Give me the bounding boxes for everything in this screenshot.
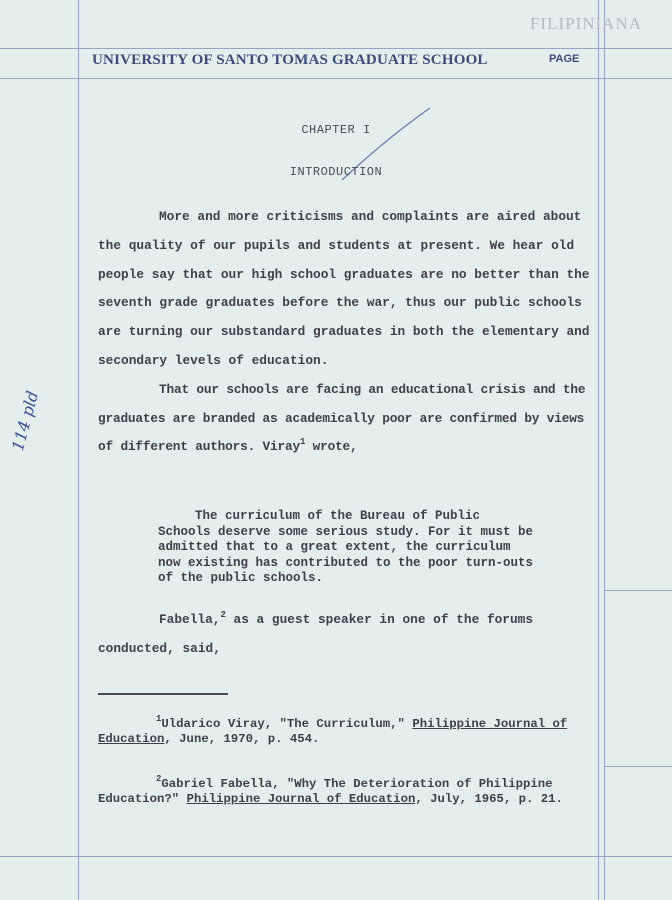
paragraph-2	[98, 376, 590, 462]
footnote-2-rest: , July, 1965, p. 21.	[415, 792, 563, 806]
footnote-ref-1: 1	[299, 437, 306, 448]
header-top-rule	[0, 48, 672, 49]
block-quote	[158, 509, 538, 587]
footnote-1-author: Uldarico Viray, "The Curriculum,"	[161, 717, 413, 731]
paragraph-1: More and more criticisms and complaints are aired about the quality of our pupils and students at present. We hear old people say that our high school graduates are no better than the seventh grade graduates before the war, thus our public schools are turning our substandard graduates in both the elementary and secondary levels of education.	[98, 209, 590, 368]
chapter-title: INTRODUCTION	[289, 165, 383, 179]
footnote-separator	[98, 693, 228, 695]
footnote-1	[98, 714, 588, 747]
footer-rule	[0, 856, 672, 857]
filipiniana-stamp: FILIPINIANA	[529, 14, 642, 33]
right-column-rule	[605, 590, 672, 591]
body-text	[98, 203, 590, 462]
chapter-number: CHAPTER I	[301, 123, 371, 137]
header-title: UNIVERSITY OF SANTO TOMAS GRADUATE SCHOOL	[92, 52, 488, 68]
footnote-2-number: 2	[156, 774, 162, 784]
continuation-paragraph	[98, 605, 590, 663]
continuation-name: Fabella,	[159, 612, 221, 627]
footnote-2-journal: Philippine Journal of Education	[186, 792, 416, 806]
paragraph-2-end: wrote,	[305, 439, 358, 455]
header-page-label: PAGE	[549, 53, 580, 65]
continuation-text: as a guest speaker in one of the forums conducted, said,	[98, 612, 534, 656]
handwritten-margin-note: 114 pld	[8, 388, 43, 453]
footnote-2-author: Gabriel Fabella, "Why The Deterioration of Philippine Education?"	[98, 777, 553, 806]
header-bottom-rule	[0, 78, 672, 79]
footnote-1-journal: Philippine Journal of Education	[98, 717, 568, 746]
footnote-1-rest: , June, 1970, p. 454.	[164, 732, 320, 746]
footnote-1-number: 1	[156, 714, 162, 724]
footnote-2	[98, 774, 588, 807]
right-column-rule-lower	[605, 766, 672, 767]
footnote-ref-2: 2	[220, 610, 226, 620]
paragraph-2-text: That our schools are facing an educational crisis and the graduates are branded as academically poor are confirmed by views of different authors. Viray	[98, 381, 586, 455]
block-quote-text: The curriculum of the Bureau of Public Schools deserve some serious study. For it must be admitted that to a great extent, the curriculum now existing has contributed to the poor turn-outs of the public schools.	[158, 509, 534, 585]
